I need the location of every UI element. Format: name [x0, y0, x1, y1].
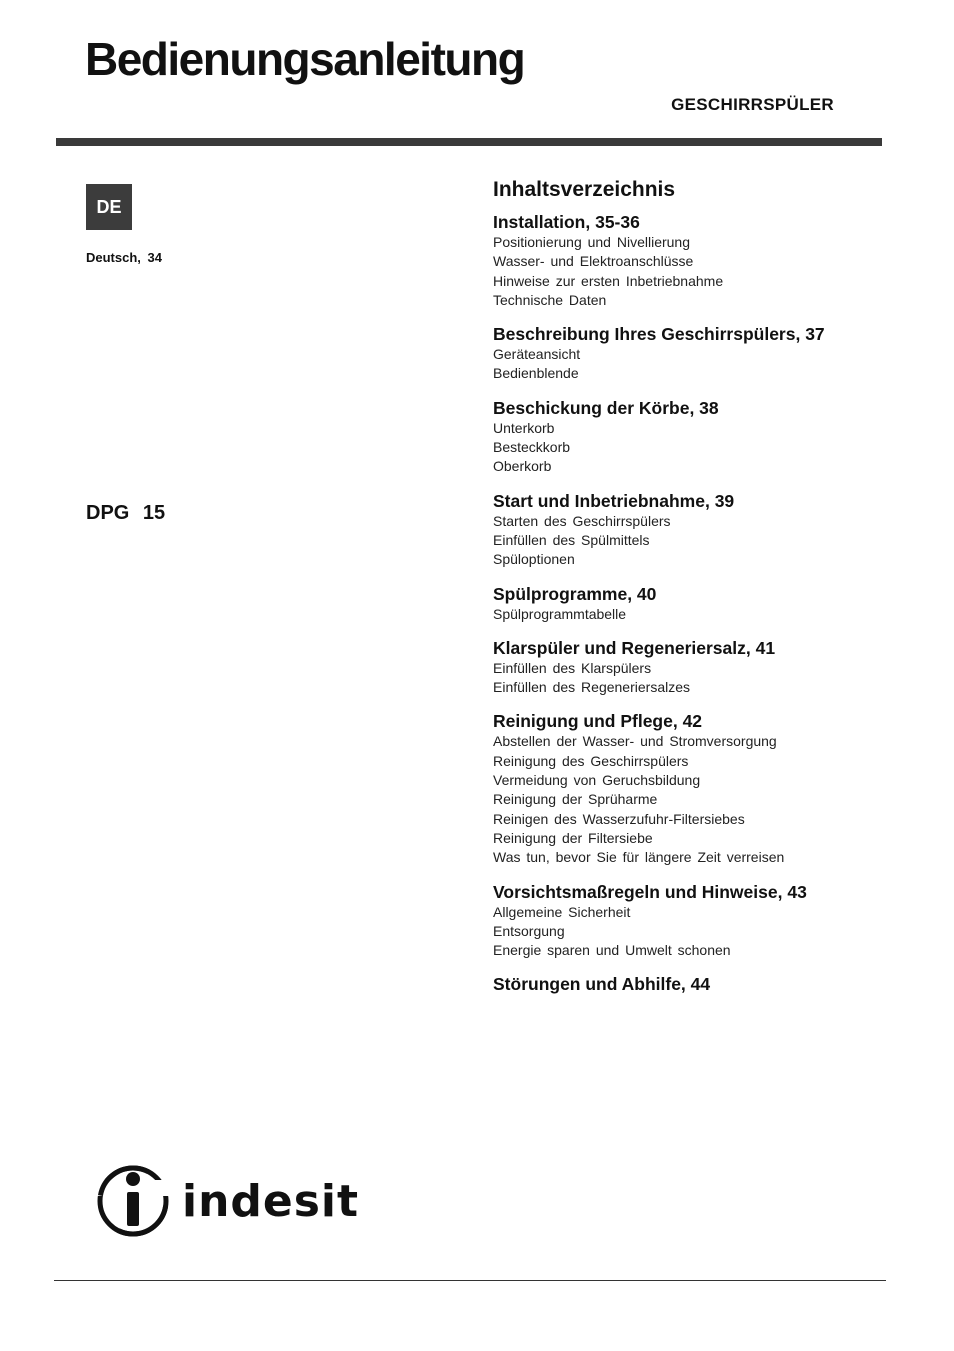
toc-item: Reinigung des Geschirrspülers	[493, 752, 689, 769]
toc-section-heading: Beschickung der Körbe, 38	[493, 397, 719, 418]
toc-item: Wasser- und Elektroanschlüsse	[493, 253, 694, 270]
toc-item: Technische Daten	[493, 291, 607, 308]
toc-item: Unterkorb	[493, 419, 555, 436]
toc-section-heading: Klarspüler und Regeneriersalz, 41	[493, 637, 776, 658]
language-label: Deutsch, 34	[86, 250, 162, 265]
toc-section-heading: Beschreibung Ihres Geschirrspülers, 37	[493, 324, 825, 345]
table-of-contents	[493, 178, 913, 1008]
toc-section-heading: Reinigung und Pflege, 42	[493, 711, 703, 732]
toc-item: Abstellen der Wasser- und Stromversorgung	[493, 733, 777, 750]
toc-section	[493, 397, 913, 477]
brand-logo	[96, 1164, 359, 1238]
indesit-logo-icon	[96, 1164, 170, 1238]
toc-item: Energie sparen und Umwelt schonen	[493, 942, 731, 959]
toc-item: Starten des Geschirrspülers	[493, 512, 671, 529]
toc-section	[493, 211, 913, 310]
footer-divider	[54, 1280, 886, 1281]
toc-section	[493, 710, 913, 867]
header-divider	[56, 138, 882, 146]
toc-item: Hinweise zur ersten Inbetriebnahme	[493, 272, 724, 289]
toc-item: Spülprogrammtabelle	[493, 605, 627, 622]
toc-title: Inhaltsverzeichnis	[493, 178, 676, 201]
toc-item: Entsorgung	[493, 922, 565, 939]
toc-item: Positionierung und Nivellierung	[493, 234, 691, 250]
toc-item: Reinigung der Sprüharme	[493, 791, 658, 808]
toc-sections	[493, 211, 913, 995]
toc-item: Reinigen des Wasserzufuhr-Filtersiebes	[493, 810, 745, 827]
product-type: GESCHIRRSPÜLER	[671, 95, 834, 114]
toc-section-heading: Störungen und Abhilfe, 44	[493, 974, 711, 995]
toc-section	[493, 637, 913, 698]
page-title: Bedienungsanleitung	[85, 33, 525, 85]
toc-item: Oberkorb	[493, 458, 552, 475]
toc-item: Geräteansicht	[493, 346, 581, 363]
toc-section	[493, 583, 913, 624]
toc-item: Allgemeine Sicherheit	[493, 903, 631, 920]
toc-item: Besteckkorb	[493, 439, 571, 456]
toc-item: Bedienblende	[493, 365, 579, 382]
toc-section	[493, 973, 913, 995]
toc-section	[493, 881, 913, 961]
toc-item: Was tun, bevor Sie für längere Zeit verreisen	[493, 849, 785, 866]
toc-section	[493, 323, 913, 384]
logo-wordmark: indesit	[182, 1175, 360, 1227]
toc-item: Einfüllen des Regeneriersalzes	[493, 679, 690, 696]
toc-item: Einfüllen des Klarspülers	[493, 659, 652, 676]
toc-item: Vermeidung von Geruchsbildung	[493, 772, 701, 789]
model-number: DPG 15	[86, 502, 166, 524]
toc-item: Reinigung der Filtersiebe	[493, 829, 653, 846]
toc-section-heading: Installation, 35-36	[493, 212, 640, 232]
toc-item: Einfüllen des Spülmittels	[493, 531, 650, 548]
toc-section-heading: Start und Inbetriebnahme, 39	[493, 490, 735, 511]
toc-item: Spüloptionen	[493, 551, 575, 568]
toc-section-heading: Spülprogramme, 40	[493, 583, 657, 604]
toc-section	[493, 490, 913, 570]
toc-section-heading: Vorsichtsmaßregeln und Hinweise, 43	[493, 881, 807, 902]
language-badge: DE	[86, 184, 132, 230]
